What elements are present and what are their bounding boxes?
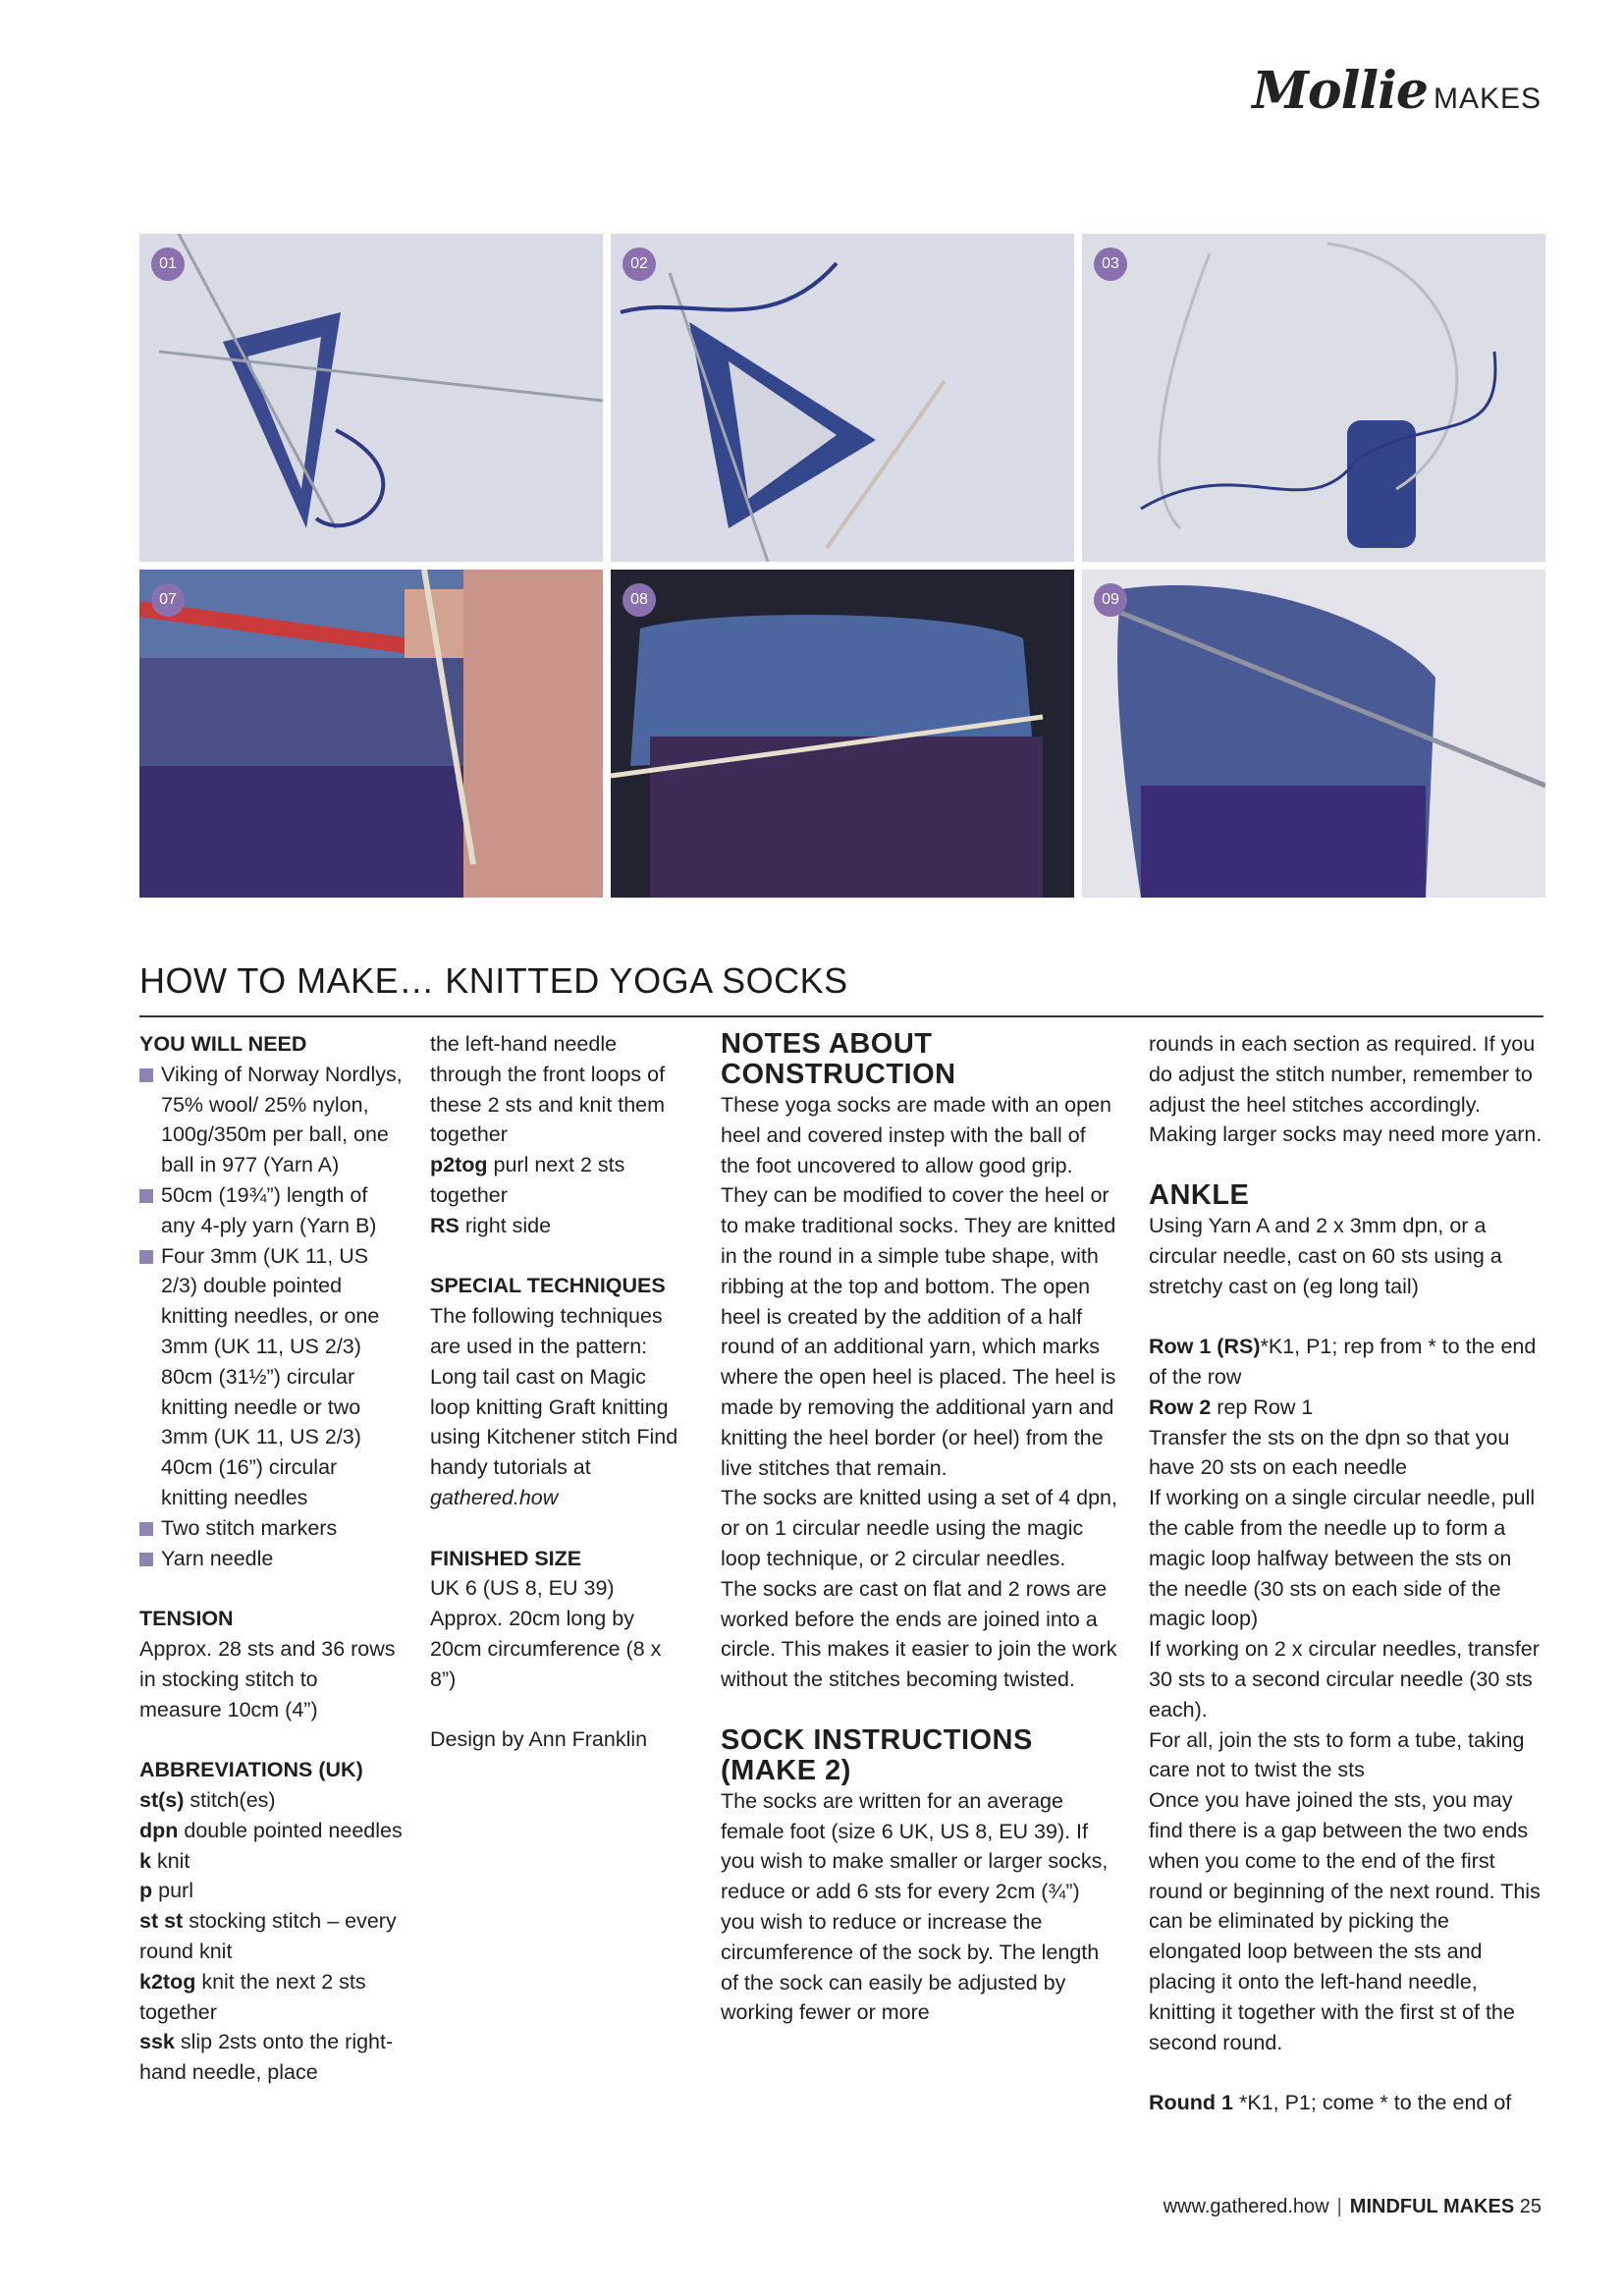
need-item: Viking of Norway Nordlys, 75% wool/ 25% nylon, 100g/350m per ball, one ball in 977 (Yarn A) bbox=[139, 1060, 405, 1180]
brand-suffix: MAKES bbox=[1433, 82, 1542, 115]
photo-09 bbox=[1082, 570, 1545, 898]
page-footer bbox=[1164, 2196, 1542, 2218]
photo-03 bbox=[1082, 234, 1545, 562]
notes-paragraph: The socks are cast on flat and 2 rows are worked before the ends are joined into a circle. This makes it easier to join the work without the stitches becoming twisted. bbox=[721, 1576, 1117, 1692]
photo-08 bbox=[611, 570, 1074, 898]
need-item: Four 3mm (UK 11, US 2/3) double pointed knitting needles, or one 3mm (UK 11, US 2/3) 80cm (31½”) circular knitting needle or two 3mm (UK 11, US 2/3) 40cm (16”) circular knitting needles bbox=[139, 1241, 405, 1513]
special-techniques-text: The following techniques are used in the pattern: Long tail cast on Magic loop knitting Graft knitting using Kitchener stitch Find handy tutorials at gathered.how bbox=[430, 1304, 678, 1509]
column-3 bbox=[721, 1029, 1119, 2028]
abbr-item: k2tog knit the next 2 sts together bbox=[139, 1969, 366, 2024]
abbr-item: RS right side bbox=[430, 1213, 552, 1237]
photo-01 bbox=[139, 234, 603, 562]
page-number: 25 bbox=[1519, 2196, 1542, 2217]
design-credit: Design by Ann Franklin bbox=[430, 1727, 648, 1752]
transfer-text: Transfer the sts on the dpn so that you have 20 sts on each needle bbox=[1149, 1425, 1510, 1480]
abbr-item: p purl bbox=[139, 1879, 193, 1903]
abbr-item: ssk slip 2sts onto the right-hand needle, place bbox=[139, 2030, 394, 2085]
you-will-need-heading: YOU WILL NEED bbox=[139, 1032, 307, 1056]
step-badge: 09 bbox=[1094, 583, 1127, 617]
step-badge: 03 bbox=[1094, 247, 1127, 281]
step-badge: 01 bbox=[151, 247, 185, 281]
brand-logo bbox=[1252, 61, 1542, 121]
brand-script: Mollie bbox=[1252, 61, 1428, 121]
column-4 bbox=[1149, 1029, 1545, 2118]
sock-instructions-heading: SOCK INSTRUCTIONS (MAKE 2) bbox=[721, 1723, 1033, 1786]
footer-url[interactable]: www.gathered.how bbox=[1163, 2196, 1329, 2217]
abbr-item: k knit bbox=[139, 1848, 190, 1873]
abbr-item: st st stocking stitch – every round knit bbox=[139, 1909, 397, 1963]
footer-section: MINDFUL MAKES bbox=[1349, 2196, 1515, 2217]
article-title: HOW TO MAKE… KNITTED YOGA SOCKS bbox=[139, 960, 848, 1001]
ssk-continued: the left-hand needle through the front loops of these 2 sts and knit them together bbox=[430, 1032, 666, 1147]
notes-heading: NOTES ABOUT CONSTRUCTION bbox=[721, 1028, 956, 1090]
abbr-item: dpn double pointed needles bbox=[139, 1818, 403, 1842]
continued-text: rounds in each section as required. If you do adjust the stitch number, remember to adjust the heel stitches accordingly. Making larger socks may need more yarn. bbox=[1149, 1032, 1543, 1147]
step-badge: 02 bbox=[623, 247, 656, 281]
tension-text: Approx. 28 sts and 36 rows in stocking stitch to measure 10cm (4”) bbox=[139, 1636, 396, 1722]
finished-size-heading: FINISHED SIZE bbox=[430, 1546, 582, 1570]
photo-07 bbox=[139, 570, 603, 898]
photo-02 bbox=[611, 234, 1074, 562]
gap-text: Once you have joined the sts, you may find there is a gap between the two ends when you come to the end of the first round or beginning of the next round. This can be eliminated by picking the elongated loop between the sts and placing it onto the left-hand needle, knitting it together with the first st of the second round. bbox=[1149, 1788, 1541, 2054]
row-1: Row 1 (RS)*K1, P1; rep from * to the end of the row bbox=[1149, 1335, 1537, 1389]
step-badge: 07 bbox=[151, 583, 185, 617]
need-item: Two stitch markers bbox=[139, 1513, 405, 1544]
tension-heading: TENSION bbox=[139, 1607, 234, 1631]
title-rule bbox=[139, 1015, 1543, 1017]
join-text: For all, join the sts to form a tube, taking care not to twist the sts bbox=[1149, 1727, 1525, 1782]
abbr-item: st(s) stitch(es) bbox=[139, 1787, 276, 1812]
row-2: Row 2 rep Row 1 bbox=[1149, 1394, 1314, 1419]
abbreviations-heading: ABBREVIATIONS (UK) bbox=[139, 1758, 363, 1782]
notes-paragraph: The socks are knitted using a set of 4 dpn, or on 1 circular needle using the magic loop technique, or 2 circular needles. bbox=[721, 1486, 1117, 1570]
sock-instructions-text: The socks are written for an average female foot (size 6 UK, US 8, EU 39). If you wish to make smaller or larger socks, reduce or add 6 sts for every 2cm (¾”) you wish to reduce or increase the circumference of the sock by. The length of the sock can easily be adjusted by working fewer or more bbox=[721, 1788, 1109, 2025]
two-circular-text: If working on 2 x circular needles, transfer 30 sts to a second circular needle (30 sts each). bbox=[1149, 1637, 1540, 1722]
special-techniques-heading: SPECIAL TECHNIQUES bbox=[430, 1274, 666, 1298]
ankle-text: Using Yarn A and 2 x 3mm dpn, or a circular needle, cast on 60 sts using a stretchy cast on (eg long tail) bbox=[1149, 1213, 1502, 1298]
finished-size-text: UK 6 (US 8, EU 39) Approx. 20cm long by 20cm circumference (8 x 8”) bbox=[430, 1576, 662, 1691]
tutorials-link[interactable]: gathered.how bbox=[430, 1485, 559, 1509]
ankle-heading: ANKLE bbox=[1149, 1178, 1250, 1211]
abbr-item: p2tog purl next 2 sts together bbox=[430, 1153, 625, 1207]
step-badge: 08 bbox=[623, 583, 656, 617]
footer-separator: | bbox=[1336, 2196, 1342, 2217]
single-circular-text: If working on a single circular needle, pull the cable from the needle up to form a magic loop halfway between the sts on the needle (30 sts on each side of the magic loop) bbox=[1149, 1486, 1536, 1631]
column-1 bbox=[139, 1029, 405, 2088]
column-2 bbox=[430, 1029, 681, 1755]
round-1: Round 1 *K1, P1; come * to the end of bbox=[1149, 2091, 1512, 2115]
notes-paragraph: These yoga socks are made with an open heel and covered instep with the ball of the foot uncovered to allow good grip. They can be modified to cover the heel or to make traditional socks. They are knitted in the round in a simple tube shape, with ribbing at the top and bottom. The open heel is created by the addition of a half round of an additional yarn, which marks where the open heel is placed. The heel is made by removing the additional yarn and knitting the heel border (or heel) from the live stitches that remain. bbox=[721, 1093, 1116, 1480]
need-item: Yarn needle bbox=[139, 1544, 405, 1574]
need-item: 50cm (19¾”) length of any 4-ply yarn (Yarn B) bbox=[139, 1180, 405, 1241]
